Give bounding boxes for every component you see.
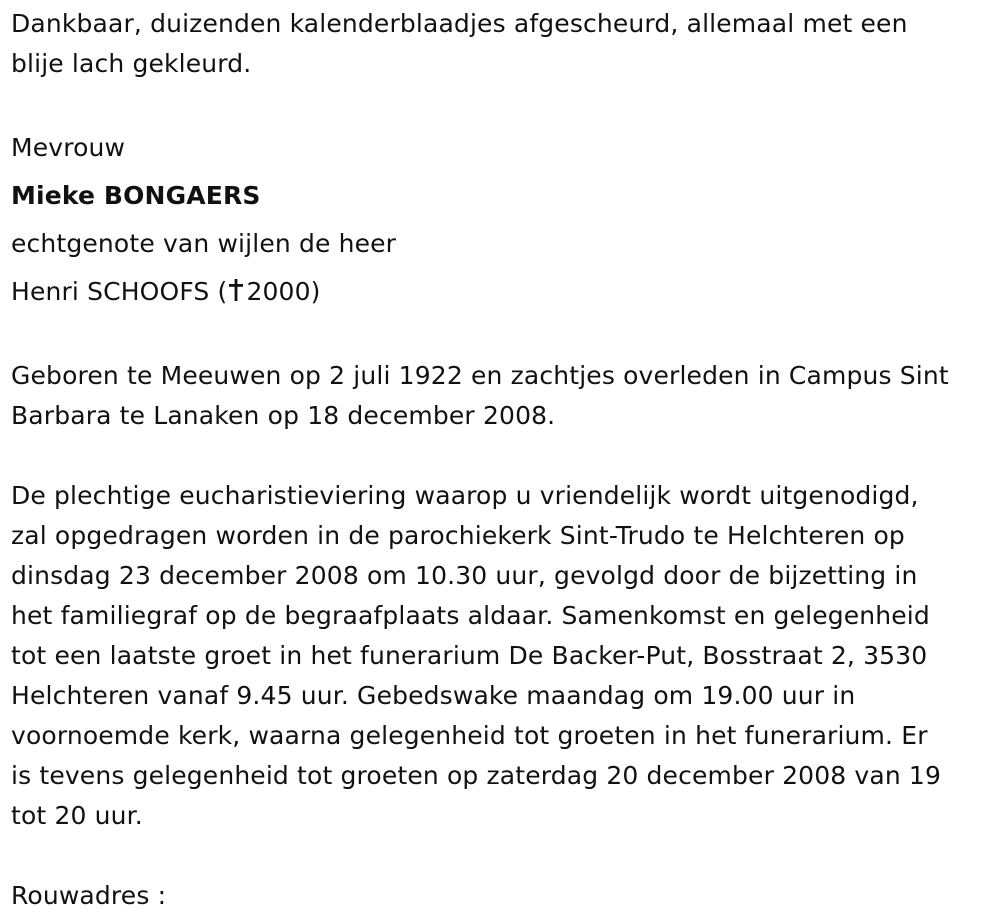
spacer — [11, 316, 996, 356]
person-block — [11, 124, 996, 316]
intro-line: blije lach gekleurd. — [11, 49, 252, 78]
ceremony-line: het familiegraf op de begraafplaats aldaar. Samenkomst en gelegenheid — [11, 601, 930, 630]
cross-icon — [228, 278, 244, 302]
spouse-name: Henri SCHOOFS ( — [11, 277, 228, 306]
intro-line: Dankbaar, duizenden kalenderblaadjes afgescheurd, allemaal met een — [11, 9, 908, 38]
spacer — [11, 84, 996, 124]
ceremony-line: dinsdag 23 december 2008 om 10.30 uur, gevolgd door de bijzetting in — [11, 561, 918, 590]
relation-text: echtgenote van wijlen de heer — [11, 229, 397, 258]
deceased-name: Mieke BONGAERS — [11, 181, 261, 210]
ceremony-line: zal opgedragen worden in de parochiekerk Sint-Trudo te Helchteren op — [11, 521, 905, 550]
ceremony-line: tot 20 uur. — [11, 801, 143, 830]
spouse-death-year: 2000) — [246, 277, 321, 306]
ceremony-line: is tevens gelegenheid tot groeten op zaterdag 20 december 2008 van 19 — [11, 761, 942, 790]
spouse-line — [11, 268, 996, 316]
spacer — [11, 436, 996, 476]
birth-death-line: Geboren te Meeuwen op 2 juli 1922 en zachtjes overleden in Campus Sint — [11, 361, 949, 390]
birth-death-paragraph — [11, 356, 996, 436]
obituary-document — [11, 4, 996, 916]
salutation: Mevrouw — [11, 133, 126, 162]
ceremony-paragraph — [11, 476, 996, 836]
address-label: Rouwadres : — [11, 881, 167, 910]
ceremony-line: voornoemde kerk, waarna gelegenheid tot groeten in het funerarium. Er — [11, 721, 928, 750]
spacer — [11, 836, 996, 876]
birth-death-line: Barbara te Lanaken op 18 december 2008. — [11, 401, 556, 430]
intro-paragraph — [11, 4, 996, 84]
ceremony-line: Helchteren vanaf 9.45 uur. Gebedswake maandag om 19.00 uur in — [11, 681, 856, 710]
ceremony-line: tot een laatste groet in het funerarium De Backer-Put, Bosstraat 2, 3530 — [11, 641, 928, 670]
ceremony-line: De plechtige eucharistieviering waarop u vriendelijk wordt uitgenodigd, — [11, 481, 919, 510]
